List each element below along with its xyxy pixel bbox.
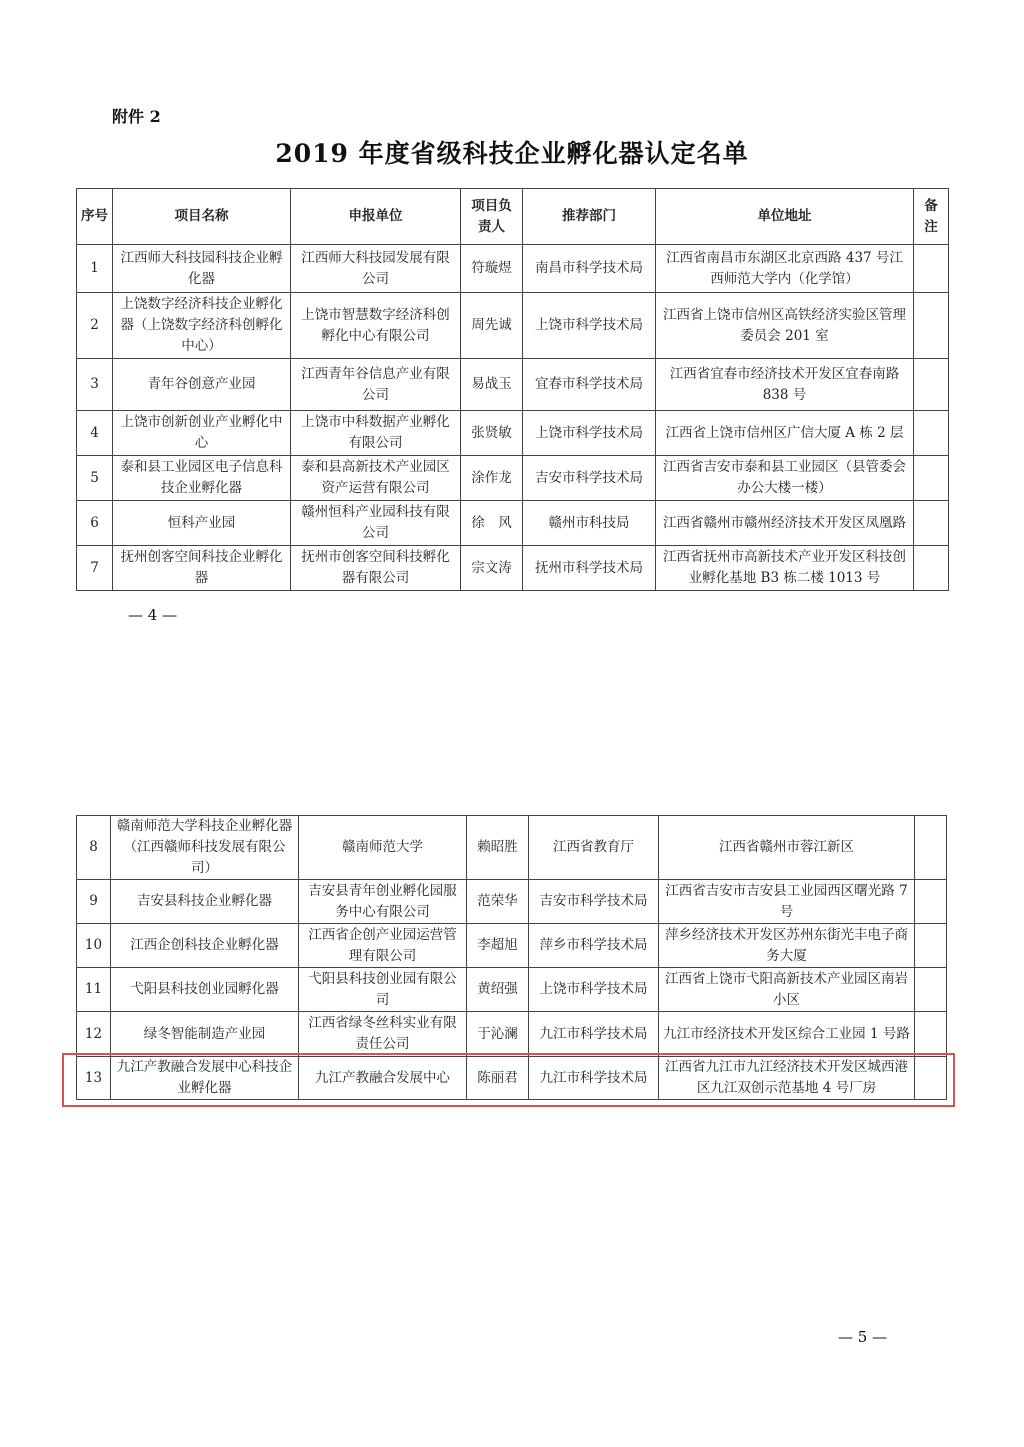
cell-dept: 九江市科学技术局 [529, 1057, 659, 1100]
cell-seq: 1 [77, 245, 113, 293]
cell-unit: 泰和县高新技术产业园区资产运营有限公司 [291, 456, 461, 501]
cell-address: 江西省赣州市赣州经济技术开发区凤凰路 [656, 501, 914, 546]
header-project: 项目名称 [113, 189, 291, 245]
cell-unit: 吉安县青年创业孵化园服务中心有限公司 [299, 880, 467, 924]
cell-leader: 李超旭 [467, 924, 529, 968]
cell-address: 江西省南昌市东湖区北京西路 437 号江西师范大学内（化学馆） [656, 245, 914, 293]
cell-leader: 黄绍强 [467, 968, 529, 1012]
table-row [77, 968, 947, 1012]
cell-leader: 于沁澜 [467, 1012, 529, 1057]
header-leader: 项目负责人 [461, 189, 523, 245]
cell-address: 江西省赣州市蓉江新区 [659, 816, 915, 880]
cell-remark [915, 968, 947, 1012]
page-number-4: — 4 — [128, 606, 178, 624]
cell-unit: 弋阳县科技创业园有限公司 [299, 968, 467, 1012]
table-header-row [77, 189, 949, 245]
table-row [77, 880, 947, 924]
page-number-5: — 5 — [838, 1328, 888, 1346]
cell-address: 江西省宜春市经济技术开发区宜春南路 838 号 [656, 359, 914, 411]
table-row [77, 456, 949, 501]
cell-unit: 抚州市创客空间科技孵化器有限公司 [291, 546, 461, 591]
table-row [77, 293, 949, 359]
cell-project: 弋阳县科技创业园孵化器 [111, 968, 299, 1012]
cell-leader: 徐 风 [461, 501, 523, 546]
cell-unit: 赣州恒科产业园科技有限公司 [291, 501, 461, 546]
cell-project: 上饶数字经济科技企业孵化器（上饶数字经济科创孵化中心） [113, 293, 291, 359]
cell-unit: 江西师大科技园发展有限公司 [291, 245, 461, 293]
header-unit: 申报单位 [291, 189, 461, 245]
cell-leader: 陈丽君 [467, 1057, 529, 1100]
cell-address: 江西省吉安市吉安县工业园西区曙光路 7 号 [659, 880, 915, 924]
cell-seq: 7 [77, 546, 113, 591]
cell-remark [915, 1012, 947, 1057]
cell-project: 恒科产业园 [113, 501, 291, 546]
cell-address: 江西省九江市九江经济技术开发区城西港区九江双创示范基地 4 号厂房 [659, 1057, 915, 1100]
header-seq: 序号 [77, 189, 113, 245]
cell-seq: 10 [77, 924, 111, 968]
cell-dept: 江西省教育厅 [529, 816, 659, 880]
table-row [77, 1012, 947, 1057]
cell-project: 上饶市创新创业产业孵化中心 [113, 411, 291, 456]
cell-seq: 9 [77, 880, 111, 924]
cell-unit: 江西青年谷信息产业有限公司 [291, 359, 461, 411]
table-row [77, 245, 949, 293]
cell-dept: 宜春市科学技术局 [523, 359, 656, 411]
cell-project: 绿冬智能制造产业园 [111, 1012, 299, 1057]
cell-unit: 赣南师范大学 [299, 816, 467, 880]
cell-remark [915, 880, 947, 924]
header-address: 单位地址 [656, 189, 914, 245]
cell-leader: 周先诚 [461, 293, 523, 359]
table-row [77, 816, 947, 880]
cell-dept: 抚州市科学技术局 [523, 546, 656, 591]
cell-seq: 13 [77, 1057, 111, 1100]
cell-seq: 6 [77, 501, 113, 546]
cell-project: 赣南师范大学科技企业孵化器（江西赣师科技发展有限公司） [111, 816, 299, 880]
cell-remark [914, 546, 949, 591]
cell-leader: 易战玉 [461, 359, 523, 411]
cell-remark [914, 359, 949, 411]
cell-dept: 上饶市科学技术局 [523, 293, 656, 359]
cell-remark [915, 924, 947, 968]
table-row [77, 546, 949, 591]
cell-project: 青年谷创意产业园 [113, 359, 291, 411]
cell-unit: 江西省绿冬丝科实业有限责任公司 [299, 1012, 467, 1057]
cell-dept: 上饶市科学技术局 [529, 968, 659, 1012]
header-dept: 推荐部门 [523, 189, 656, 245]
cell-seq: 11 [77, 968, 111, 1012]
cell-remark [914, 245, 949, 293]
cell-address: 江西省上饶市弋阳高新技术产业园区南岩小区 [659, 968, 915, 1012]
cell-leader: 涂作龙 [461, 456, 523, 501]
cell-remark [914, 456, 949, 501]
cell-unit: 上饶市中科数据产业孵化有限公司 [291, 411, 461, 456]
cell-seq: 8 [77, 816, 111, 880]
cell-address: 江西省上饶市信州区广信大厦 A 栋 2 层 [656, 411, 914, 456]
cell-project: 吉安县科技企业孵化器 [111, 880, 299, 924]
cell-seq: 4 [77, 411, 113, 456]
cell-seq: 5 [77, 456, 113, 501]
cell-address: 九江市经济技术开发区综合工业园 1 号路 [659, 1012, 915, 1057]
cell-project: 抚州创客空间科技企业孵化器 [113, 546, 291, 591]
cell-project: 江西企创科技企业孵化器 [111, 924, 299, 968]
cell-seq: 2 [77, 293, 113, 359]
cell-dept: 吉安市科学技术局 [529, 880, 659, 924]
table-row [77, 924, 947, 968]
cell-dept: 赣州市科技局 [523, 501, 656, 546]
cell-leader: 赖昭胜 [467, 816, 529, 880]
cell-project: 江西师大科技园科技企业孵化器 [113, 245, 291, 293]
incubator-table-page-4 [76, 188, 949, 591]
cell-address: 江西省上饶市信州区高铁经济实验区管理委员会 201 室 [656, 293, 914, 359]
cell-leader: 宗文涛 [461, 546, 523, 591]
attachment-label: 附件 2 [112, 107, 161, 126]
cell-leader: 符璇煜 [461, 245, 523, 293]
cell-unit: 江西省企创产业园运营管理有限公司 [299, 924, 467, 968]
cell-project: 九江产教融合发展中心科技企业孵化器 [111, 1057, 299, 1100]
cell-dept: 萍乡市科学技术局 [529, 924, 659, 968]
table-row [77, 359, 949, 411]
cell-remark [914, 411, 949, 456]
cell-seq: 3 [77, 359, 113, 411]
cell-seq: 12 [77, 1012, 111, 1057]
cell-dept: 九江市科学技术局 [529, 1012, 659, 1057]
header-remark: 备注 [914, 189, 949, 245]
cell-leader: 范荣华 [467, 880, 529, 924]
highlight-box-row-13 [62, 1053, 955, 1107]
cell-remark [914, 501, 949, 546]
cell-address: 江西省抚州市高新技术产业开发区科技创业孵化基地 B3 栋二楼 1013 号 [656, 546, 914, 591]
cell-unit: 上饶市智慧数字经济科创孵化中心有限公司 [291, 293, 461, 359]
cell-unit: 九江产教融合发展中心 [299, 1057, 467, 1100]
document-title: 2019 年度省级科技企业孵化器认定名单 [275, 139, 749, 168]
cell-leader: 张贤敏 [461, 411, 523, 456]
table-row [77, 411, 949, 456]
cell-dept: 南昌市科学技术局 [523, 245, 656, 293]
cell-remark [915, 816, 947, 880]
cell-remark [914, 293, 949, 359]
table-row [77, 501, 949, 546]
cell-address: 萍乡经济技术开发区苏州东街光丰电子商务大厦 [659, 924, 915, 968]
cell-dept: 上饶市科学技术局 [523, 411, 656, 456]
cell-project: 泰和县工业园区电子信息科技企业孵化器 [113, 456, 291, 501]
cell-address: 江西省吉安市泰和县工业园区（县管委会办公大楼一楼） [656, 456, 914, 501]
cell-dept: 吉安市科学技术局 [523, 456, 656, 501]
